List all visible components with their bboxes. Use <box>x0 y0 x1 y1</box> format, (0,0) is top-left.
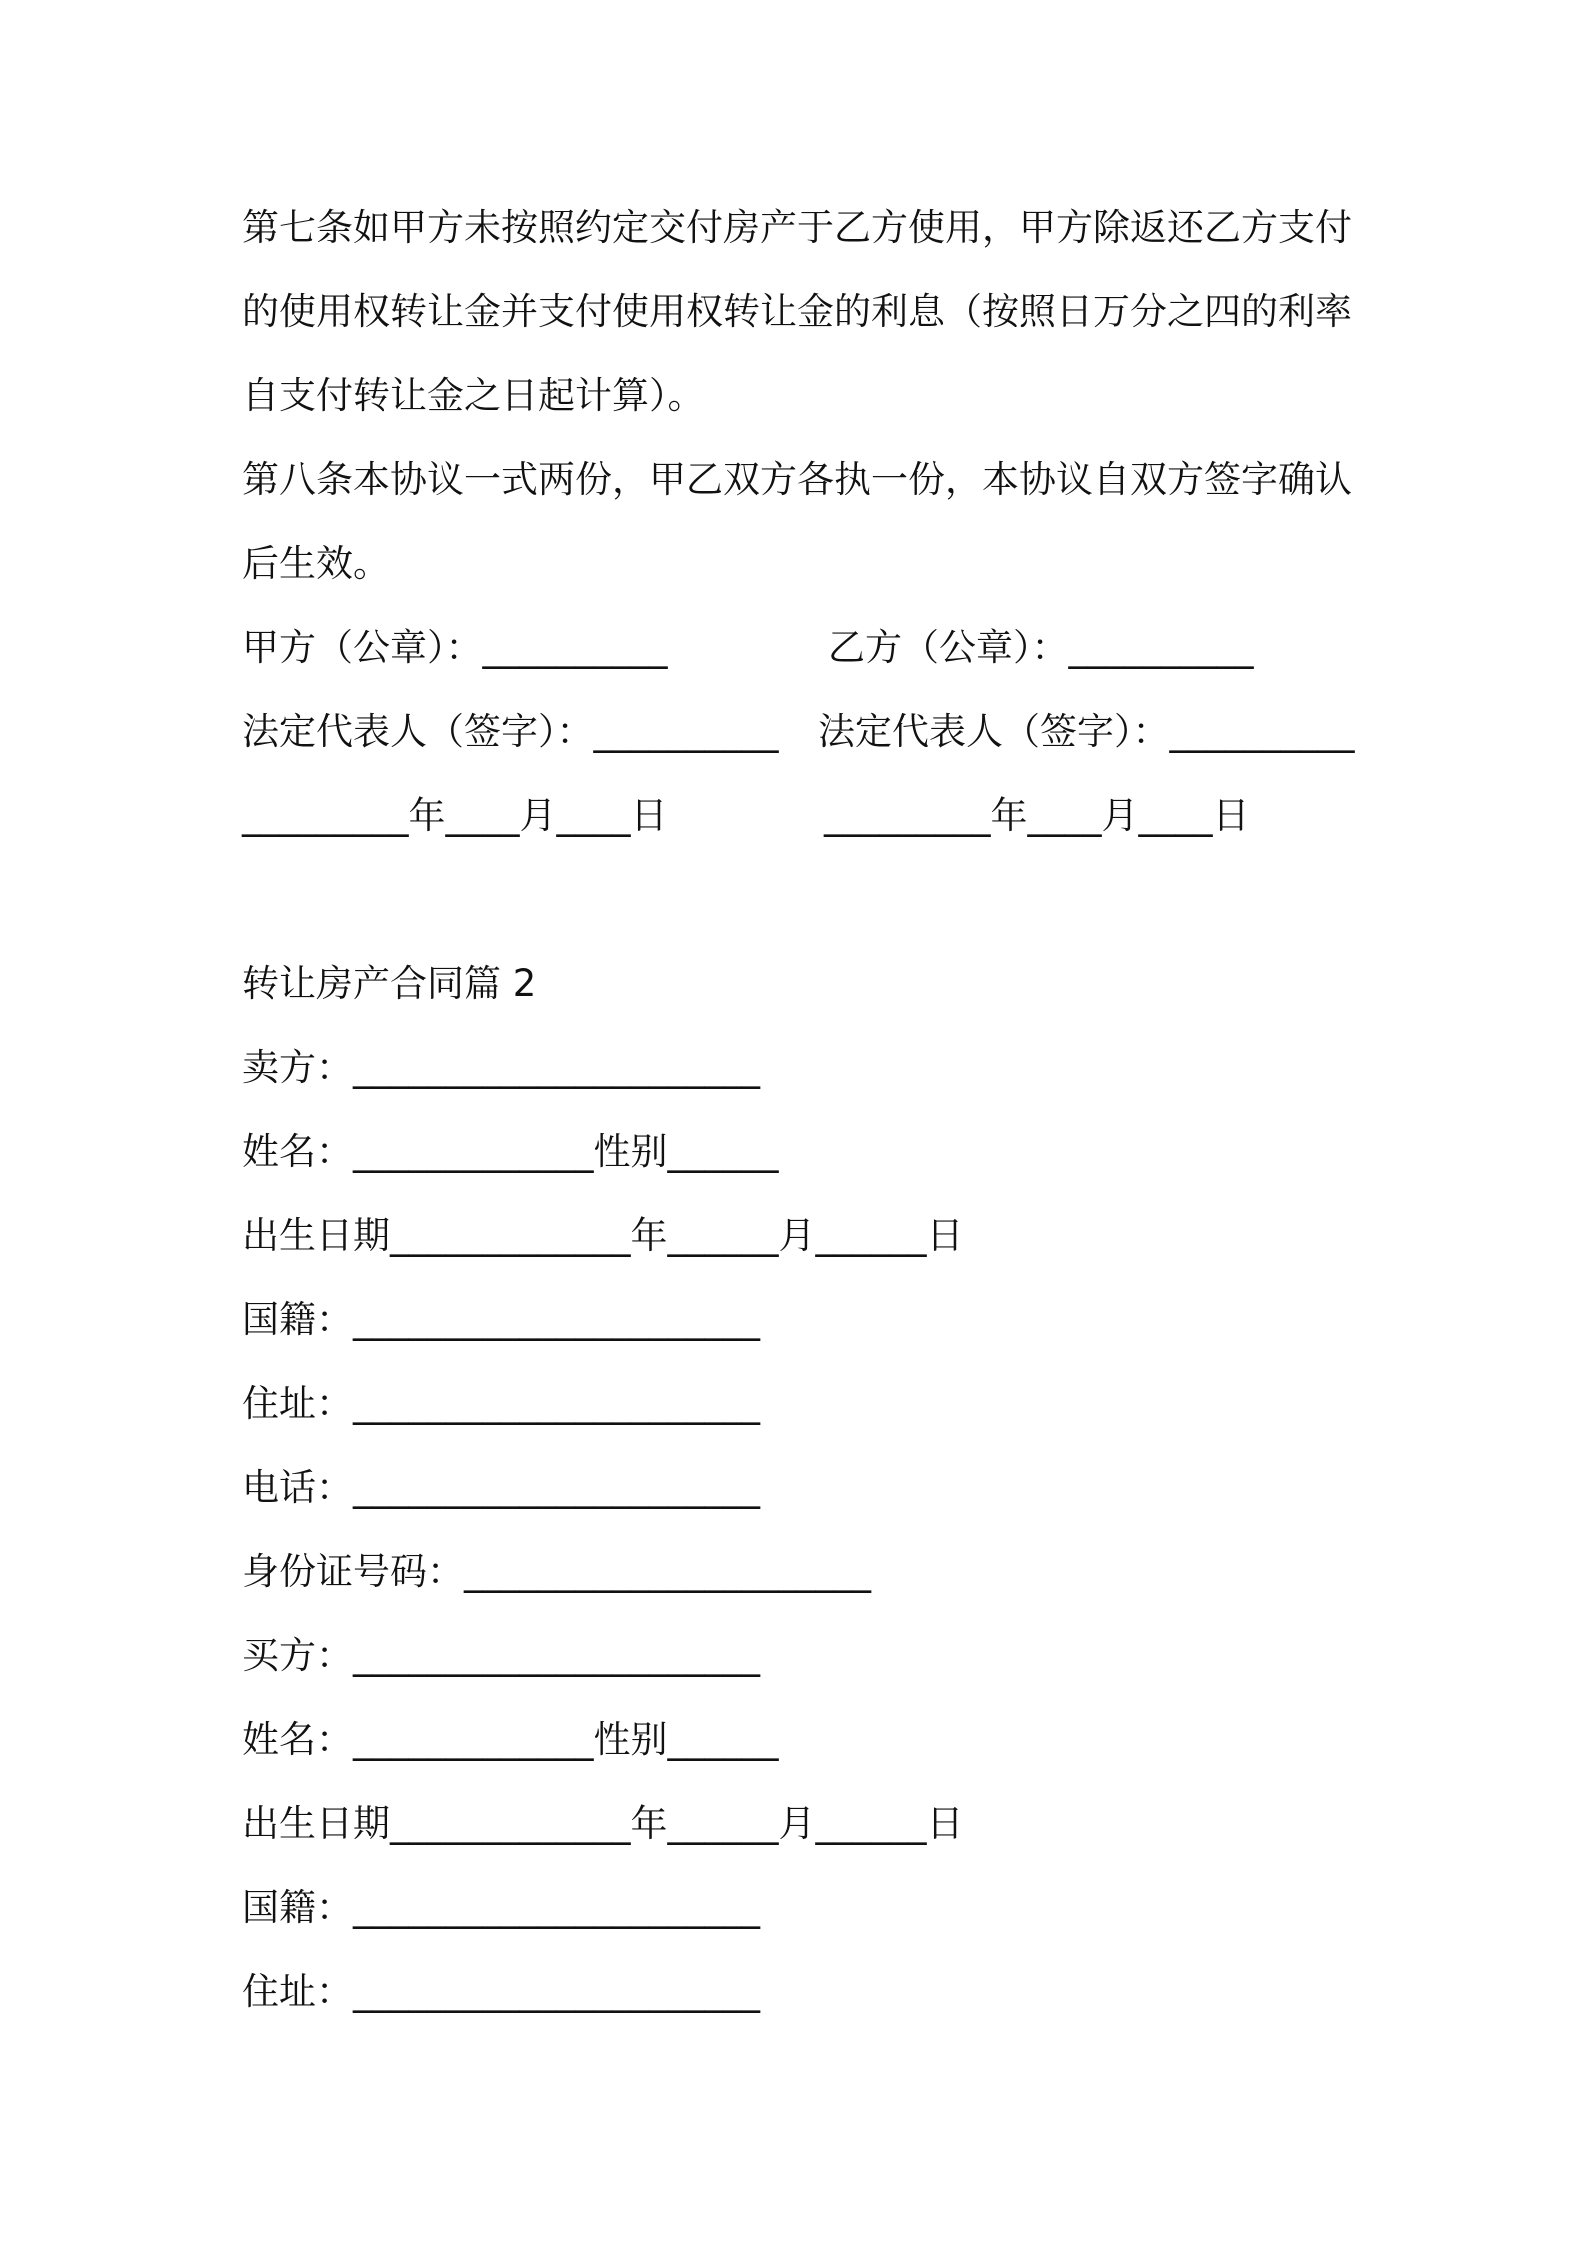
buyer-name-gender: 姓名：_____________性别______ <box>242 1718 779 1761</box>
buyer-address: 住址：______________________ <box>242 1970 760 2013</box>
party-a-representative: 法定代表人（签字）：__________ <box>242 710 779 753</box>
party-b-representative: 法定代表人（签字）：__________ <box>818 710 1355 753</box>
article7-line2: 的使用权转让金并支付使用权转让金的利息（按照日万分之四的利率 <box>242 290 1352 333</box>
article8-line1: 第八条本协议一式两份，甲乙双方各执一份，本协议自双方签字确认 <box>242 458 1352 501</box>
seller-name-gender: 姓名：_____________性别______ <box>242 1130 779 1173</box>
buyer-nationality: 国籍：______________________ <box>242 1886 760 1929</box>
party-b-date: _________年____月____日 <box>824 794 1250 837</box>
contract2-title: 转让房产合同篇 2 <box>242 962 537 1005</box>
seller-phone: 电话：______________________ <box>242 1466 760 1509</box>
party-b-seal: 乙方（公章）：__________ <box>828 626 1254 669</box>
seller-address: 住址：______________________ <box>242 1382 760 1425</box>
party-a-seal: 甲方（公章）：__________ <box>242 626 668 669</box>
article7-line1: 第七条如甲方未按照约定交付房产于乙方使用，甲方除返还乙方支付 <box>242 206 1352 249</box>
party-a-date: _________年____月____日 <box>242 794 668 837</box>
article8-line2: 后生效。 <box>242 542 390 585</box>
seller-nationality: 国籍：______________________ <box>242 1298 760 1341</box>
seller-label: 卖方：______________________ <box>242 1046 760 1089</box>
seller-birth-date: 出生日期_____________年______月______日 <box>242 1214 964 1257</box>
article7-line3: 自支付转让金之日起计算）。 <box>242 374 705 417</box>
buyer-label: 买方：______________________ <box>242 1634 760 1677</box>
buyer-birth-date: 出生日期_____________年______月______日 <box>242 1802 964 1845</box>
seller-id-number: 身份证号码：______________________ <box>242 1550 871 1593</box>
